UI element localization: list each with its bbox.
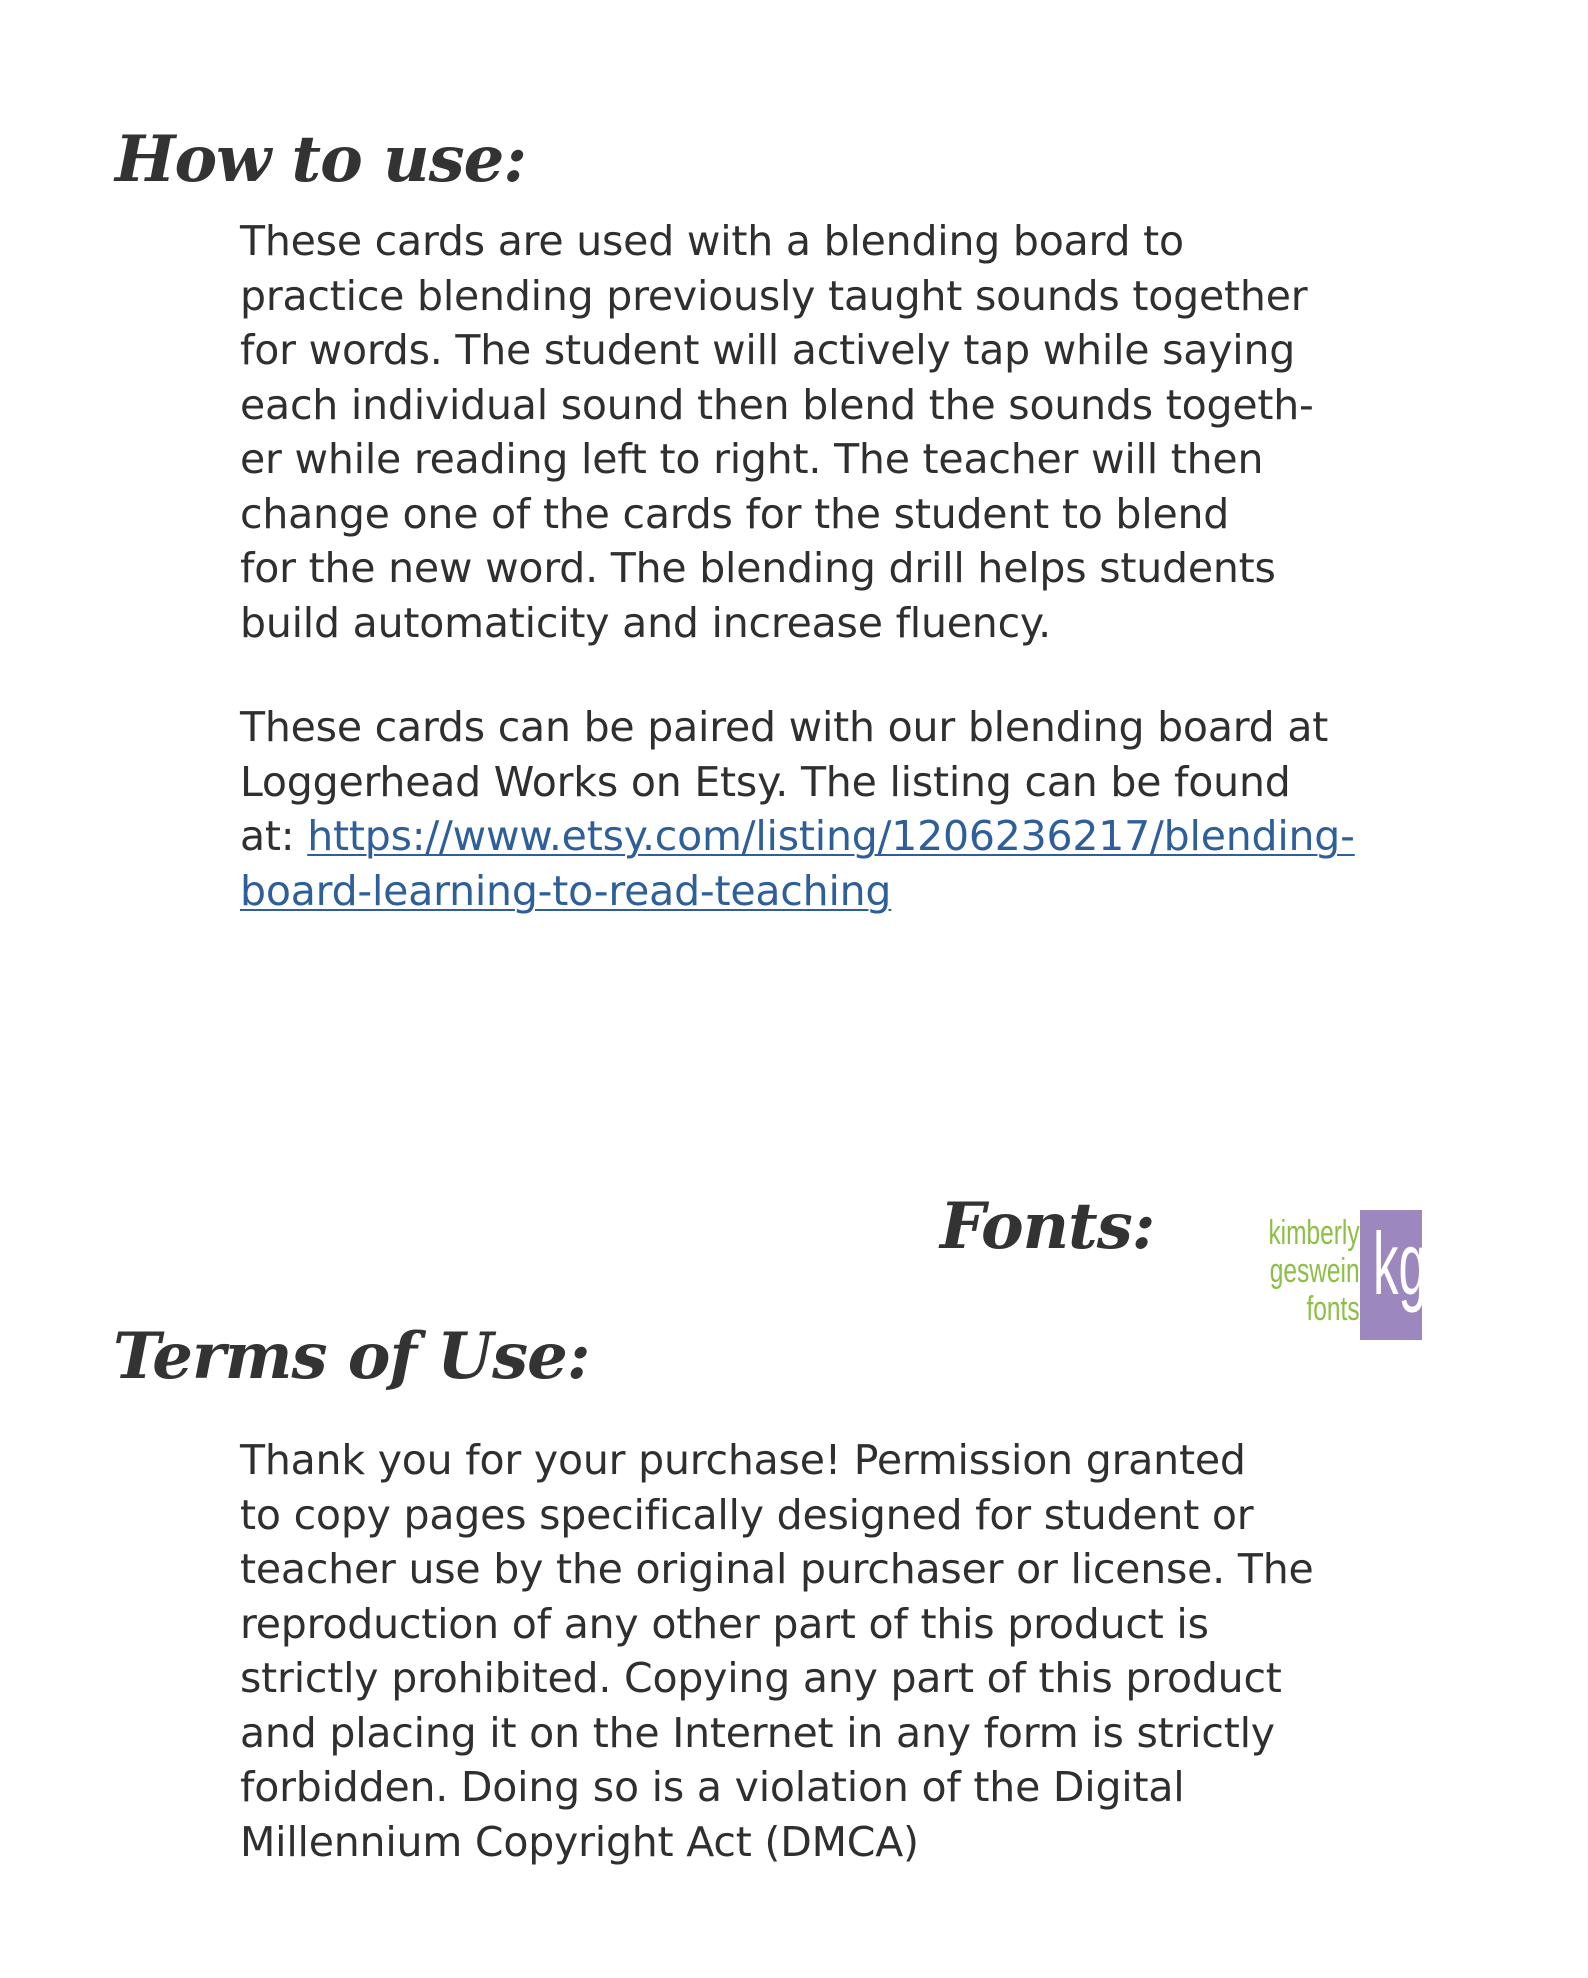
logo-mark: kg [1373,1214,1427,1313]
logo-word: fonts [1306,1290,1360,1328]
terms-of-use-heading: Terms of Use: [113,1319,590,1394]
logo-mark-box [1360,1210,1427,1340]
text-line: to copy pages specifically designed for student or [240,1490,1254,1539]
text-line: These cards are used with a blending board to [240,217,1184,265]
link-line [240,809,1520,864]
text-line: change one of the cards for the student to blend [240,489,1230,538]
terms-paragraph [240,1433,1520,1869]
logo-words [1269,1214,1360,1328]
text-line: practice blending previously taught sounds together [240,271,1308,320]
how-to-use-heading: How to use: [115,122,526,197]
logo-word: geswein [1270,1252,1360,1290]
text-line: Loggerhead Works on Etsy. The listing can be found [240,757,1291,806]
how-to-use-paragraph [240,214,1520,650]
logo-word: kimberly [1268,1214,1360,1252]
pairing-paragraph [240,700,1520,918]
text-line: and placing it on the Internet in any form is strictly [240,1708,1275,1757]
text-line: for the new word. The blending drill helps students [240,544,1276,592]
text-line: Millennium Copyright Act (DMCA) [240,1817,919,1866]
text-line: er while reading left to right. The teacher will then [240,435,1264,483]
etsy-listing-link-continued[interactable]: board-learning-to-read-teaching [240,866,892,915]
text-line: forbidden. Doing so is a violation of the Digital [240,1763,1185,1811]
text-line: build automaticity and increase fluency. [240,598,1051,647]
fonts-heading: Fonts: [940,1189,1155,1264]
text-line: These cards can be paired with our blending board at [240,703,1329,751]
etsy-listing-link[interactable]: https://www.etsy.com/listing/1206236217/blending- [307,812,1355,860]
text-line: for words. The student will actively tap while saying [240,326,1296,374]
text-line: each individual sound then blend the sounds togeth- [240,380,1314,429]
text-line: reproduction of any other part of this product is [240,1599,1209,1648]
text-line: Thank you for your purchase! Permission granted [240,1436,1246,1484]
kimberly-geswein-fonts-logo [1230,1208,1430,1340]
link-prefix: at: [240,812,308,860]
text-line: strictly prohibited. Copying any part of this product [240,1654,1282,1702]
text-line: teacher use by the original purchaser or license. The [240,1545,1314,1593]
link-line [240,864,1520,919]
